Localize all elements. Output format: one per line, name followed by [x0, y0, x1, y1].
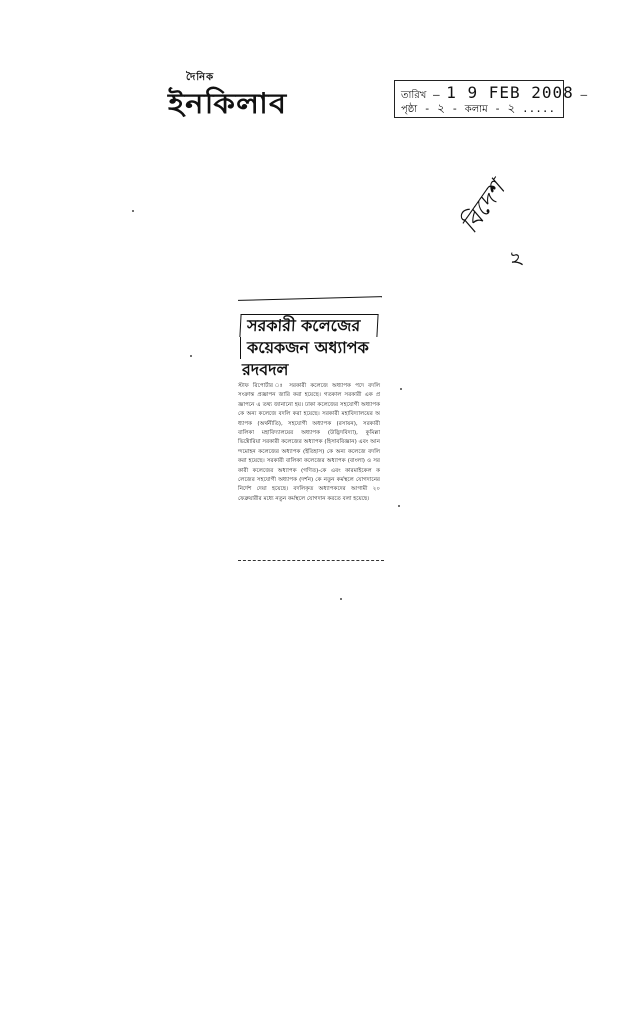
stamp-date-label: তারিখ: [401, 90, 427, 101]
clipping-headline: [240, 314, 386, 381]
date-stamp: [394, 80, 588, 118]
stamp-date-row: তারিখ — 1 9 FEB 2008 —: [401, 83, 588, 102]
stamp-page-row: পৃষ্ঠা - ২ - কলাম - ২ .....: [401, 101, 556, 115]
clipping-body-text: স্টাফ রিপোর্টার ঃ সরকারী কলেজে অধ্যাপক পদে বদলি সংক্রান্ত প্রজ্ঞাপন জারি করা হয়েছে। গতকাল সরকারী এক প্রজ্ঞাপনে এ তথ্য জানানো হয়। ঢাকা কলেজের সহযোগী অধ্যাপককে অন্য কলেজে বদলি করা হয়েছে। সরকারী মহাবিদ্যালয়ের অধ্যাপক (অর্থনীতি), সহযোগী অধ্যাপক (রসায়ন), সরকারী বালিকা মহাবিদ্যালয়ের অধ্যাপক (উদ্ভিদবিদ্যা), কুমিল্লা ভিক্টোরিয়া সরকারী কলেজের অধ্যাপক (হিসাববিজ্ঞান) এবং আনন্দমোহন কলেজের অধ্যাপক (ইতিহাস) কে অন্য কলেজে বদলি করা হয়েছে। সরকারী বালিকা কলেজের অধ্যাপক (বাংলা) ও সরকারী কলেজের অধ্যাপক (গণিত)-কে এবং কারমাইকেল কলেজের সহযোগী অধ্যাপক (দর্শন) কে নতুন কর্মস্থলে যোগদানের নির্দেশ দেয়া হয়েছে। বদলিকৃত অধ্যাপকদের আগামী ২০ ফেব্রুয়ারীর মধ্যে নতুন কর্মস্থলে যোগদান করতে বলা হয়েছে।: [238, 383, 380, 502]
handwritten-text: বিদেশ: [455, 175, 511, 239]
clipping-bottom-rule: [238, 560, 384, 561]
handwritten-note: [452, 172, 542, 282]
scan-speck: [132, 210, 134, 212]
headline-line-3: রদবদল: [242, 360, 289, 379]
stamp-page-label: পৃষ্ঠা: [401, 104, 418, 115]
newspaper-clipping: [232, 292, 386, 564]
scan-speck: [400, 388, 402, 390]
headline-line-2: কয়েকজন অধ্যাপক: [240, 337, 386, 359]
stamp-column-label: কলাম: [464, 104, 488, 115]
handwritten-number: ২: [502, 245, 528, 275]
stamp-page-value: ২: [437, 101, 445, 115]
clipping-top-rule: [238, 296, 382, 301]
newspaper-masthead: [168, 70, 308, 122]
masthead-title: ইনকিলাব: [168, 87, 288, 120]
masthead-small-text: দৈনিক: [186, 72, 215, 83]
stamp-column-value: ২: [507, 101, 516, 115]
headline-line-1: সরকারী কলেজের: [239, 314, 378, 337]
scan-speck: [340, 598, 342, 600]
stamp-date-value: 1 9 FEB 2008: [446, 83, 574, 102]
scan-speck: [190, 355, 192, 357]
scan-speck: [398, 505, 400, 507]
